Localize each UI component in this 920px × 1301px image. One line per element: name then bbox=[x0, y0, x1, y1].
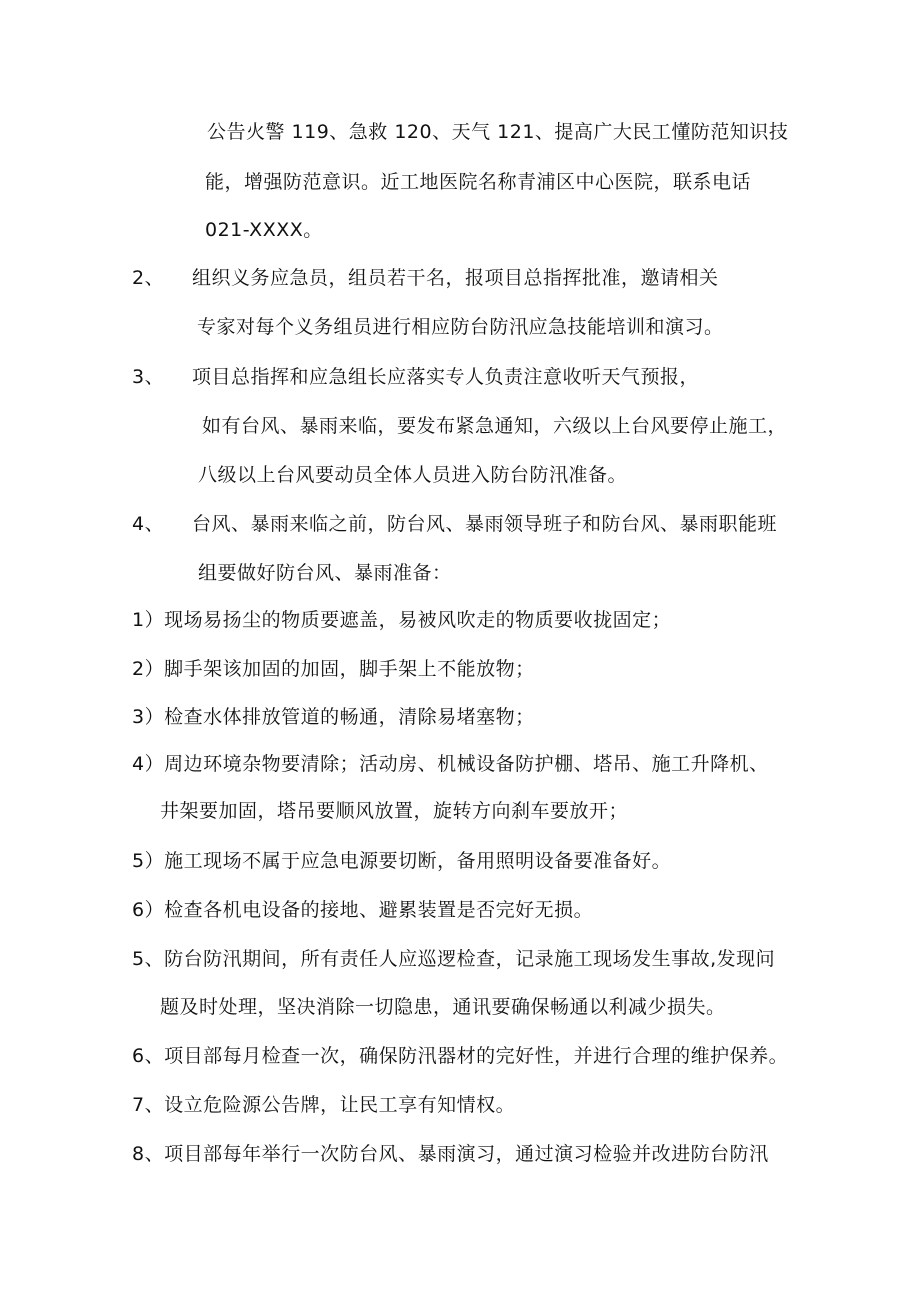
text-line: 3）检查水体排放管道的畅通，清除易堵塞物； bbox=[132, 706, 535, 728]
text-line: 组要做好防台风、暴雨准备： bbox=[198, 562, 452, 584]
text-line: 井架要加固，塔吊要顺风放置，旋转方向刹车要放开； bbox=[160, 800, 629, 822]
item-number: 2、 bbox=[132, 267, 165, 289]
text-line: 2）脚手架该加固的加固，脚手架上不能放物； bbox=[132, 658, 535, 680]
item-number: 3、 bbox=[132, 366, 165, 388]
item-number: 4、 bbox=[132, 513, 165, 535]
text-line: 公告火警 119、急救 120、天气 121、提高广大民工懂防范知识技 bbox=[207, 121, 789, 143]
text-line: 6、项目部每月检查一次，确保防汛器材的完好性，并进行合理的维护保养。 bbox=[132, 1045, 789, 1067]
text-line: 021-XXXX。 bbox=[205, 219, 323, 241]
text-line: 8、项目部每年举行一次防台风、暴雨演习，通过演习检验并改进防台防汛 bbox=[132, 1143, 769, 1165]
text-line: 专家对每个义务组员进行相应防台防汛应急技能培训和演习。 bbox=[197, 316, 724, 338]
text-line: 项目总指挥和应急组长应落实专人负责注意收听天气预报， bbox=[192, 366, 700, 388]
text-line: 5）施工现场不属于应急电源要切断，备用照明设备要准备好。 bbox=[132, 850, 672, 872]
text-line: 台风、暴雨来临之前，防台风、暴雨领导班子和防台风、暴雨职能班 bbox=[192, 513, 778, 535]
text-line: 1）现场易扬尘的物质要遮盖，易被风吹走的物质要收拢固定； bbox=[132, 609, 672, 631]
text-line: 能，增强防范意识。近工地医院名称青浦区中心医院，联系电话 bbox=[205, 171, 752, 193]
text-line: 7、设立危险源公告牌，让民工享有知情权。 bbox=[132, 1094, 516, 1116]
text-line: 4）周边环境杂物要清除；活动房、机械设备防护棚、塔吊、施工升降机、 bbox=[132, 753, 769, 775]
text-line: 如有台风、暴雨来临，要发布紧急通知，六级以上台风要停止施工， bbox=[202, 415, 788, 437]
text-line: 6）检查各机电设备的接地、避累装置是否完好无损。 bbox=[132, 899, 594, 921]
text-line: 组织义务应急员，组员若干名，报项目总指挥批准，邀请相关 bbox=[192, 267, 719, 289]
text-line: 5、防台防汛期间，所有责任人应巡逻检查，记录施工现场发生事故,发现问 bbox=[132, 948, 776, 970]
text-line: 八级以上台风要动员全体人员进入防台防汛准备。 bbox=[198, 464, 628, 486]
text-line: 题及时处理，坚决消除一切隐患，通讯要确保畅通以利减少损失。 bbox=[160, 996, 726, 1018]
